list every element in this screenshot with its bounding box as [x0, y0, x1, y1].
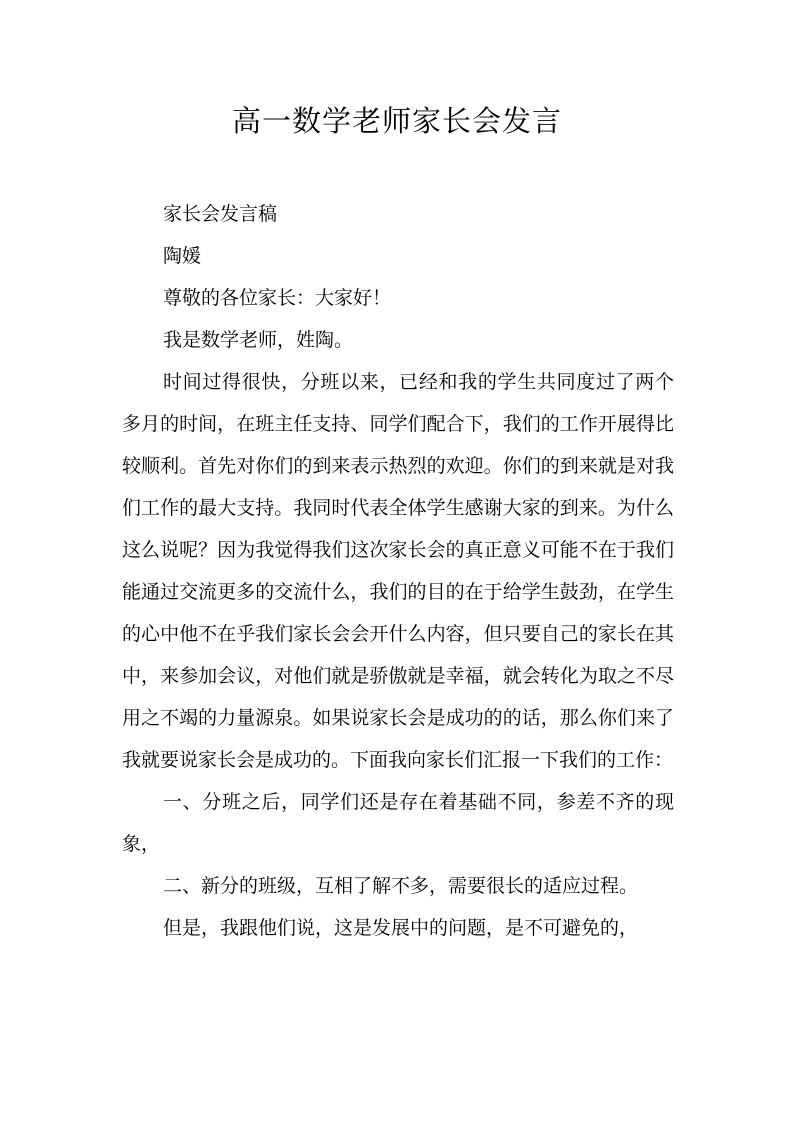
paragraph-author: 陶媛: [163, 245, 202, 267]
paragraph-main: 时间过得很快，分班以来，已经和我的学生共同度过了两个多月的时间，在班主任支持、同学们配合下，我们的工作开展得比较顺利。首先对你们的到来表示热烈的欢迎。你们的到来就是对我们工作的最大支持。我同时代表全体学生感谢大家的到来。为什么这么说呢？因为我觉得我们这次家长会的真正意义可能不在于我们能通过交流更多的交流什么，我们的目的在于给学生鼓劲，在学生的心中他不在乎我们家长会会开什么内容，但只要自己的家长在其中，来参加会议，对他们就是骄傲就是幸福，就会转化为取之不尽用之不竭的力量源泉。如果说家长会是成功的的话，那么你们来了我就要说家长会是成功的。下面我向家长们汇报一下我们的工作：: [122, 371, 674, 771]
paragraph-heading: 家长会发言稿: [163, 203, 278, 225]
paragraph-point-two: 二、新分的班级，互相了解不多，需要很长的适应过程。: [163, 875, 639, 897]
paragraph-continuation: 但是，我跟他们说，这是发展中的问题，是不可避免的，: [163, 917, 639, 939]
paragraph-greeting: 尊敬的各位家长：大家好！: [163, 287, 392, 309]
document-body: [122, 193, 674, 949]
document-title: 高一数学老师家长会发言: [231, 104, 562, 138]
paragraph-point-one: 一、分班之后，同学们还是存在着基础不同，参差不齐的现象，: [122, 791, 674, 855]
paragraph-introduction: 我是数学老师，姓陶。: [163, 329, 354, 351]
